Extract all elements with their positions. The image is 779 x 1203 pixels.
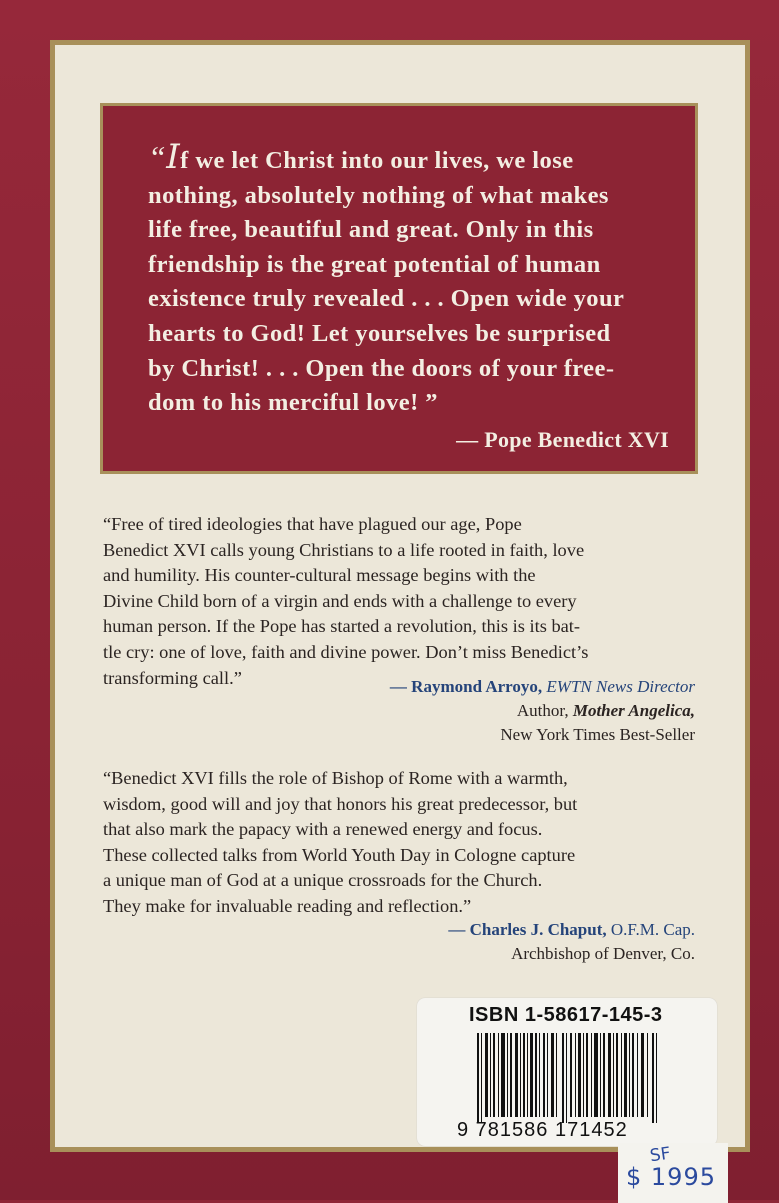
review-line: “Benedict XVI fills the role of Bishop of Rome with a warmth,	[103, 768, 568, 788]
quote-line: friendship is the great potential of human	[148, 250, 601, 278]
barcode-bar	[556, 1033, 557, 1117]
review-line: tle cry: one of love, faith and divine power. Don’t miss Benedict’s	[103, 641, 589, 662]
review-line: Divine Child born of a virgin and ends with a challenge to every	[103, 590, 577, 611]
reviewer-title: Archbishop of Denver, Co.	[511, 944, 695, 963]
barcode-bar	[641, 1033, 644, 1117]
barcode-bar	[570, 1033, 572, 1117]
featured-quote	[148, 137, 670, 421]
quote-line: by Christ! . . . Open the doors of your free-	[148, 354, 615, 382]
barcode-bar	[575, 1033, 576, 1117]
barcode-bar	[481, 1033, 482, 1123]
review-arroyo	[103, 512, 695, 691]
review-line: Benedict XVI calls young Christians to a life rooted in faith, love	[103, 539, 585, 560]
price-code: SF	[648, 1143, 672, 1167]
barcode-bar	[647, 1033, 648, 1117]
credit-arroyo	[390, 675, 695, 747]
isbn-sticker	[417, 998, 717, 1146]
quote-line: hearts to God! Let yourselves be surprised	[148, 319, 611, 347]
barcode-bar	[616, 1033, 618, 1117]
barcode-bar	[490, 1033, 491, 1117]
barcode-bar	[613, 1033, 614, 1117]
reviewer-book: Mother Angelica,	[572, 701, 695, 720]
barcode-bar	[629, 1033, 630, 1117]
drop-letter: I	[166, 137, 181, 177]
review-line: “Free of tired ideologies that have plagued our age, Pope	[103, 514, 522, 534]
review-line: human person. If the Pope has started a revolution, this is its bat-	[103, 616, 581, 637]
reviewer-name: — Charles J. Chaput,	[448, 920, 607, 939]
barcode-bar	[501, 1033, 505, 1117]
barcode-bar	[515, 1033, 518, 1117]
review-line: a unique man of God at a unique crossroads for the Church.	[103, 870, 543, 891]
barcode-bar	[600, 1033, 601, 1117]
barcode-bar	[578, 1033, 581, 1117]
barcode-bar	[543, 1033, 545, 1117]
quote-line: f we let Christ into our lives, we lose	[180, 147, 574, 174]
reviewer-order: O.F.M. Cap.	[610, 920, 695, 939]
barcode-bar	[656, 1033, 657, 1123]
credit-chaput	[448, 918, 695, 966]
barcode-bar	[530, 1033, 533, 1117]
reviewer-role: EWTN News Director	[546, 677, 695, 696]
review-line: and humility. His counter-cultural message begins with the	[103, 565, 536, 586]
barcode-bar	[603, 1033, 605, 1117]
barcode-bar	[632, 1033, 634, 1117]
review-line: that also mark the papacy with a renewed energy and focus.	[103, 819, 543, 840]
barcode	[477, 1033, 659, 1123]
barcode-bar	[621, 1033, 622, 1117]
review-chaput	[103, 766, 695, 920]
quote-line: existence truly revealed . . . Open wide your	[148, 285, 625, 313]
isbn-label: ISBN 1-58617-145-3	[469, 1004, 663, 1026]
barcode-bar	[523, 1033, 525, 1117]
reviewer-title-suffix: New York Times Best-Seller	[500, 725, 695, 744]
barcode-bar	[485, 1033, 488, 1117]
barcode-digits: 9 781586 171452	[457, 1119, 628, 1141]
barcode-bar	[624, 1033, 627, 1117]
barcode-bar	[477, 1033, 479, 1123]
reviewer-title-prefix: Author,	[516, 701, 569, 720]
barcode-bar	[594, 1033, 598, 1117]
review-line: wisdom, good will and joy that honors his great predecessor, but	[103, 793, 578, 814]
barcode-bar	[583, 1033, 584, 1117]
price-tag	[618, 1143, 728, 1203]
barcode-bar	[652, 1033, 654, 1123]
review-line: They make for invaluable reading and reflection.”	[103, 895, 472, 916]
barcode-bar	[591, 1033, 592, 1117]
barcode-bar	[493, 1033, 495, 1117]
barcode-bar	[535, 1033, 537, 1117]
price-value: $ 1995	[626, 1163, 716, 1191]
quote-line: nothing, absolutely nothing of what makes	[148, 181, 609, 209]
barcode-bar	[510, 1033, 512, 1117]
barcode-bar	[608, 1033, 611, 1117]
barcode-bar	[539, 1033, 540, 1117]
barcode-bar	[498, 1033, 499, 1117]
barcode-bar	[637, 1033, 638, 1117]
barcode-bar	[566, 1033, 567, 1123]
barcode-bar	[562, 1033, 564, 1123]
review-line: transforming call.”	[103, 667, 242, 688]
featured-quote-box	[100, 103, 698, 474]
reviewer-name: — Raymond Arroyo,	[389, 677, 543, 696]
barcode-bar	[586, 1033, 588, 1117]
open-quote-mark: “	[148, 139, 167, 175]
barcode-bar	[551, 1033, 554, 1117]
quote-attribution: — Pope Benedict XVI	[456, 427, 669, 452]
quote-line: dom to his merciful love! ”	[148, 389, 439, 417]
barcode-bar	[527, 1033, 528, 1117]
review-line: These collected talks from World Youth Day in Cologne capture	[103, 844, 576, 865]
barcode-bar	[507, 1033, 508, 1117]
barcode-bar	[520, 1033, 521, 1117]
barcode-bar	[547, 1033, 548, 1117]
quote-line: life free, beautiful and great. Only in this	[148, 216, 594, 244]
